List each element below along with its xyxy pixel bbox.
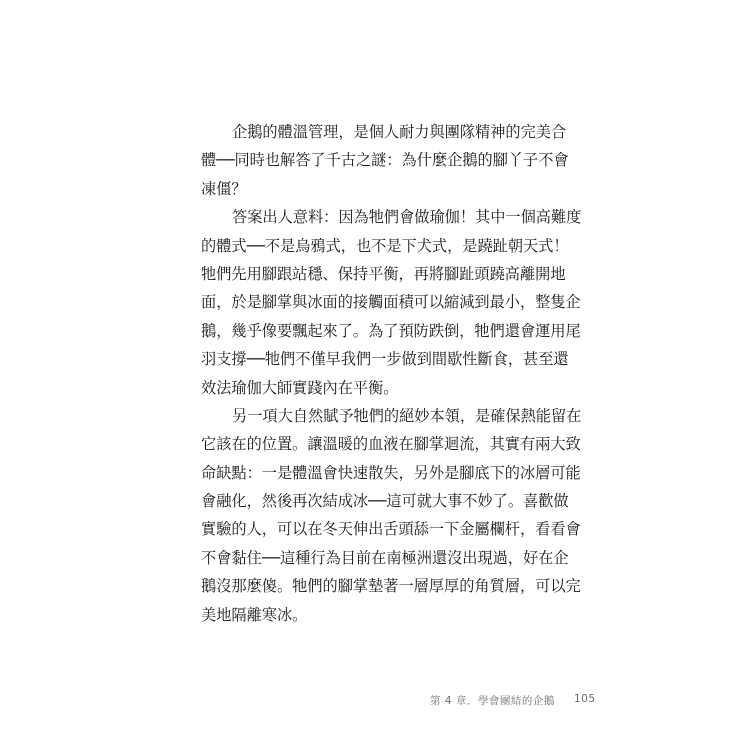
text-line: 羽支撐──牠們不僅早我們一步做到間歇性斷食，甚至還: [201, 350, 569, 369]
text-line: 它該在的位置。讓溫暖的血液在腳掌迴流，其實有兩大致: [201, 435, 581, 454]
text-line: 面，於是腳掌與冰面的接觸面積可以縮減到最小，整隻企: [201, 293, 581, 312]
text-line: 凍僵？: [201, 179, 247, 198]
text-line: 的體式──不是烏鴉式，也不是下犬式，是蹺趾朝天式！: [201, 236, 569, 255]
text-line: 答案出人意料：因為牠們會做瑜伽！其中一個高難度: [232, 208, 582, 227]
paragraph-yoga: [201, 203, 582, 402]
text-line: 體──同時也解答了千古之謎：為什麼企鵝的腳丫子不會: [201, 151, 569, 170]
body-text: [201, 118, 582, 629]
text-line: 鵝，幾乎像要飄起來了。為了預防跌倒，牠們還會運用尾: [201, 321, 581, 340]
text-line: 鵝沒那麼傻。牠們的腳掌墊著一層厚厚的角質層，可以完: [201, 577, 581, 596]
text-line: 美地隔離寒冰。: [201, 605, 308, 624]
text-line: 牠們先用腳跟站穩、保持平衡，再將腳趾頭蹺高離開地: [201, 264, 566, 283]
text-line: 會融化，然後再次結成冰──這可就大事不妙了。喜歡做: [201, 492, 569, 511]
page-number: 105: [574, 693, 596, 705]
text-line: 實驗的人，可以在冬天伸出舌頭舔一下金屬欄杆，看看會: [201, 520, 581, 539]
page-footer: [0, 690, 750, 710]
text-line: 效法瑜伽大師實踐內在平衡。: [201, 378, 399, 397]
paragraph-heat-retention: [201, 402, 582, 629]
text-line: 不會黏住──這種行為目前在南極洲還沒出現過，好在企: [201, 548, 569, 567]
text-line: 企鵝的體溫管理，是個人耐力與團隊精神的完美合: [232, 123, 567, 141]
text-line: 命缺點：一是體溫會快速散失，另外是腳底下的冰層可能: [201, 463, 581, 482]
text-line: 另一項大自然賦予牠們的絕妙本領，是確保熱能留在: [232, 406, 582, 425]
running-head: 第 4 章．學會團結的企鵝: [430, 695, 555, 707]
paragraph-body-temperature: [201, 118, 569, 203]
